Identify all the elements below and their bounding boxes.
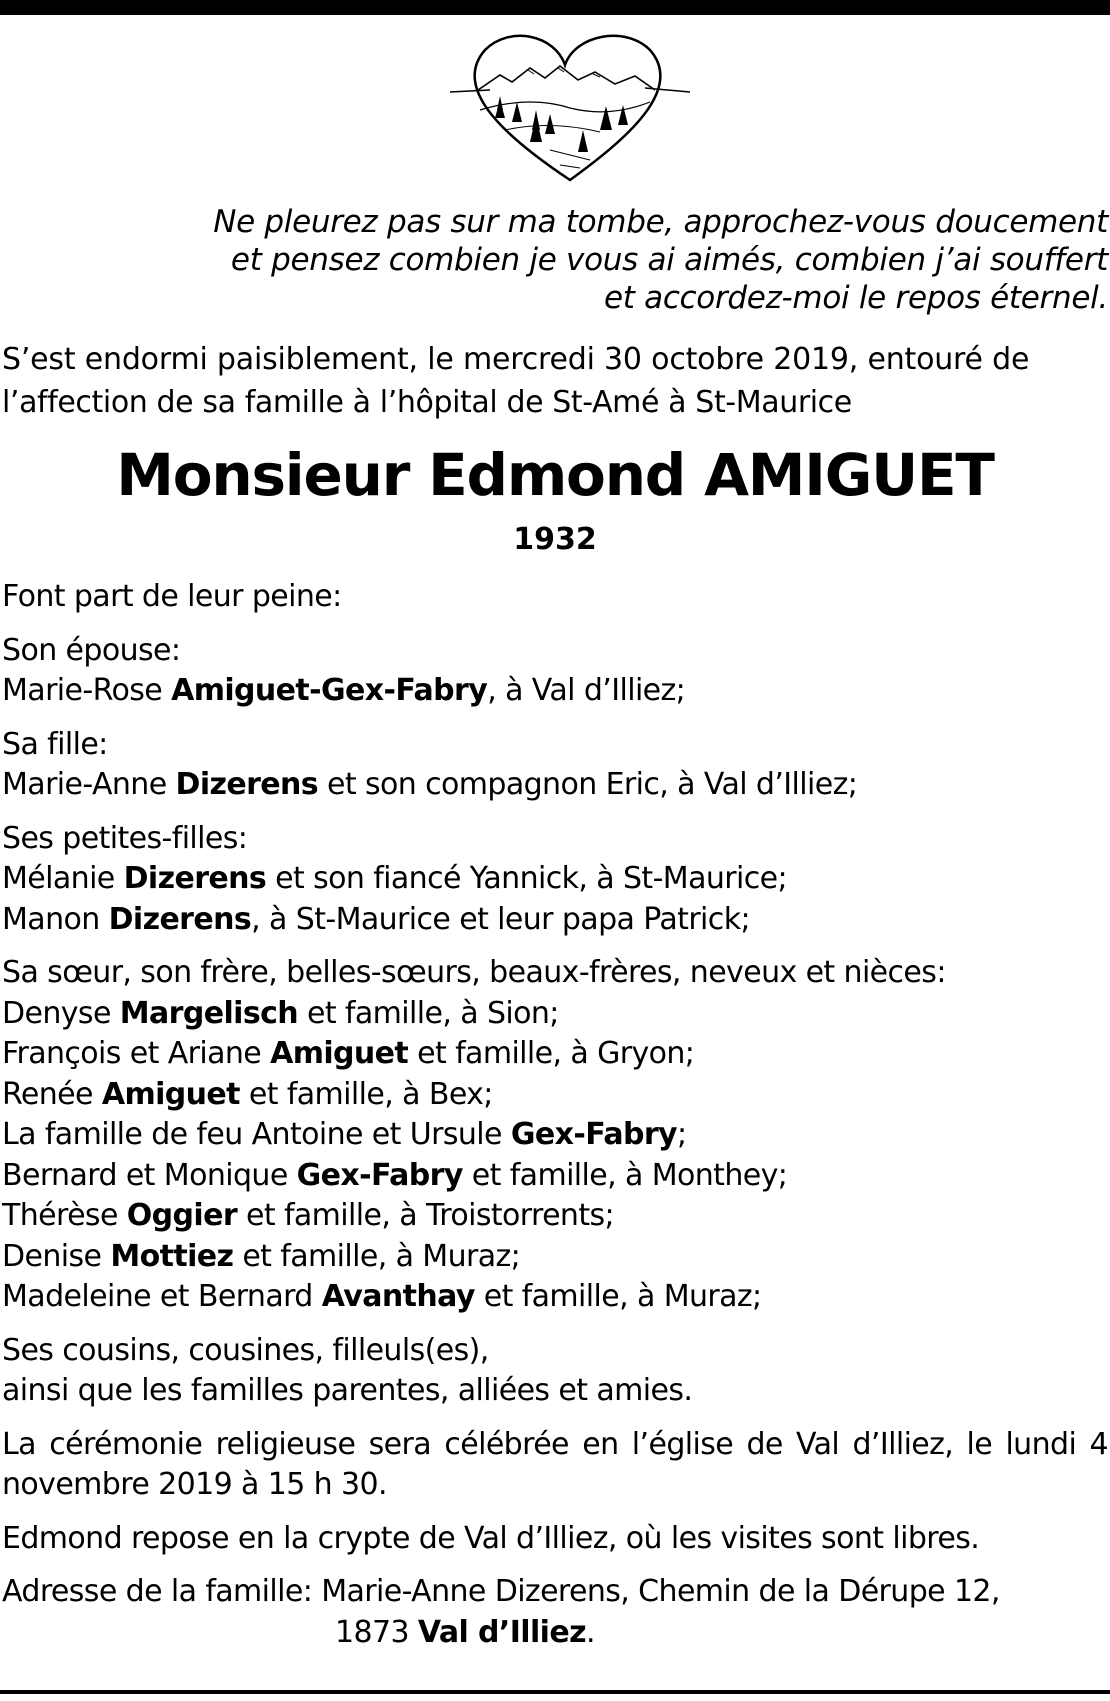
group-heading: Sa sœur, son frère, belles-sœurs, beaux-frères, neveux et nièces: <box>2 955 946 990</box>
family-member: Denise Mottiez et famille, à Muraz; <box>2 1238 521 1274</box>
family-member: Bernard et Monique Gex-Fabry et famille, à Monthey; <box>2 1157 788 1193</box>
other-relatives-line: ainsi que les familles parentes, alliées et amies. <box>2 1373 693 1408</box>
family-group <box>2 953 1108 1318</box>
ceremony-info: La cérémonie religieuse sera célébrée en l’église de Val d’Illiez, le lundi 4 novembre 2019 à 15 h 30. <box>2 1426 1108 1502</box>
family-member: Marie-Rose Amiguet-Gex-Fabry, à Val d’Illiez; <box>2 673 686 708</box>
birth-year: 1932 <box>513 522 597 557</box>
address-locality: 1873 Val d’Illiez. <box>335 1614 595 1650</box>
deceased-name: Monsieur Edmond AMIGUET <box>116 441 994 509</box>
family-member: Renée Amiguet et famille, à Bex; <box>2 1076 493 1112</box>
other-relatives <box>2 1331 1108 1412</box>
top-rule <box>0 0 1110 15</box>
family-member: Madeleine et Bernard Avanthay et famille, à Muraz; <box>2 1279 762 1314</box>
obituary-body <box>2 577 1108 1666</box>
family-member: François et Ariane Amiguet et famille, à Gryon; <box>2 1036 695 1071</box>
epitaph-quote <box>108 203 1108 317</box>
quote-line: et accordez-moi le repos éternel. <box>603 280 1108 316</box>
family-group <box>2 819 1108 941</box>
group-heading: Sa fille: <box>2 726 108 762</box>
family-group <box>2 725 1108 806</box>
heart-mountain-landscape-icon <box>450 30 690 190</box>
family-group <box>2 631 1108 712</box>
family-member: Thérèse Oggier et famille, à Troistorrents; <box>2 1198 615 1233</box>
repose-info: Edmond repose en la crypte de Val d’Illiez, où les visites sont libres. <box>2 1520 980 1556</box>
family-member: Marie-Anne Dizerens et son compagnon Eric, à Val d’Illiez; <box>2 767 858 802</box>
bottom-rule <box>0 1690 1110 1694</box>
intro-line-1: S’est endormi paisiblement, le mercredi 30 octobre 2019, entouré de <box>2 342 1030 377</box>
family-member: La famille de feu Antoine et Ursule Gex-Fabry; <box>2 1117 687 1152</box>
family-member: Mélanie Dizerens et son fiancé Yannick, à St-Maurice; <box>2 861 788 896</box>
family-member: Manon Dizerens, à St-Maurice et leur papa Patrick; <box>2 901 750 937</box>
family-member: Denyse Margelisch et famille, à Sion; <box>2 995 559 1031</box>
quote-line: et pensez combien je vous ai aimés, combien j’ai souffert <box>230 242 1108 278</box>
family-address <box>2 1572 1108 1653</box>
intro-line-2: l’affection de sa famille à l’hôpital de St-Amé à St-Maurice <box>2 385 852 420</box>
address-line: Adresse de la famille: Marie-Anne Dizerens, Chemin de la Dérupe 12, <box>2 1574 1000 1609</box>
announcement: Font part de leur peine: <box>2 579 342 614</box>
group-heading: Ses petites-filles: <box>2 820 248 856</box>
quote-line: Ne pleurez pas sur ma tombe, approchez-vous doucement <box>213 204 1108 240</box>
group-heading: Son épouse: <box>2 632 181 668</box>
other-relatives-line: Ses cousins, cousines, filleuls(es), <box>2 1332 489 1368</box>
